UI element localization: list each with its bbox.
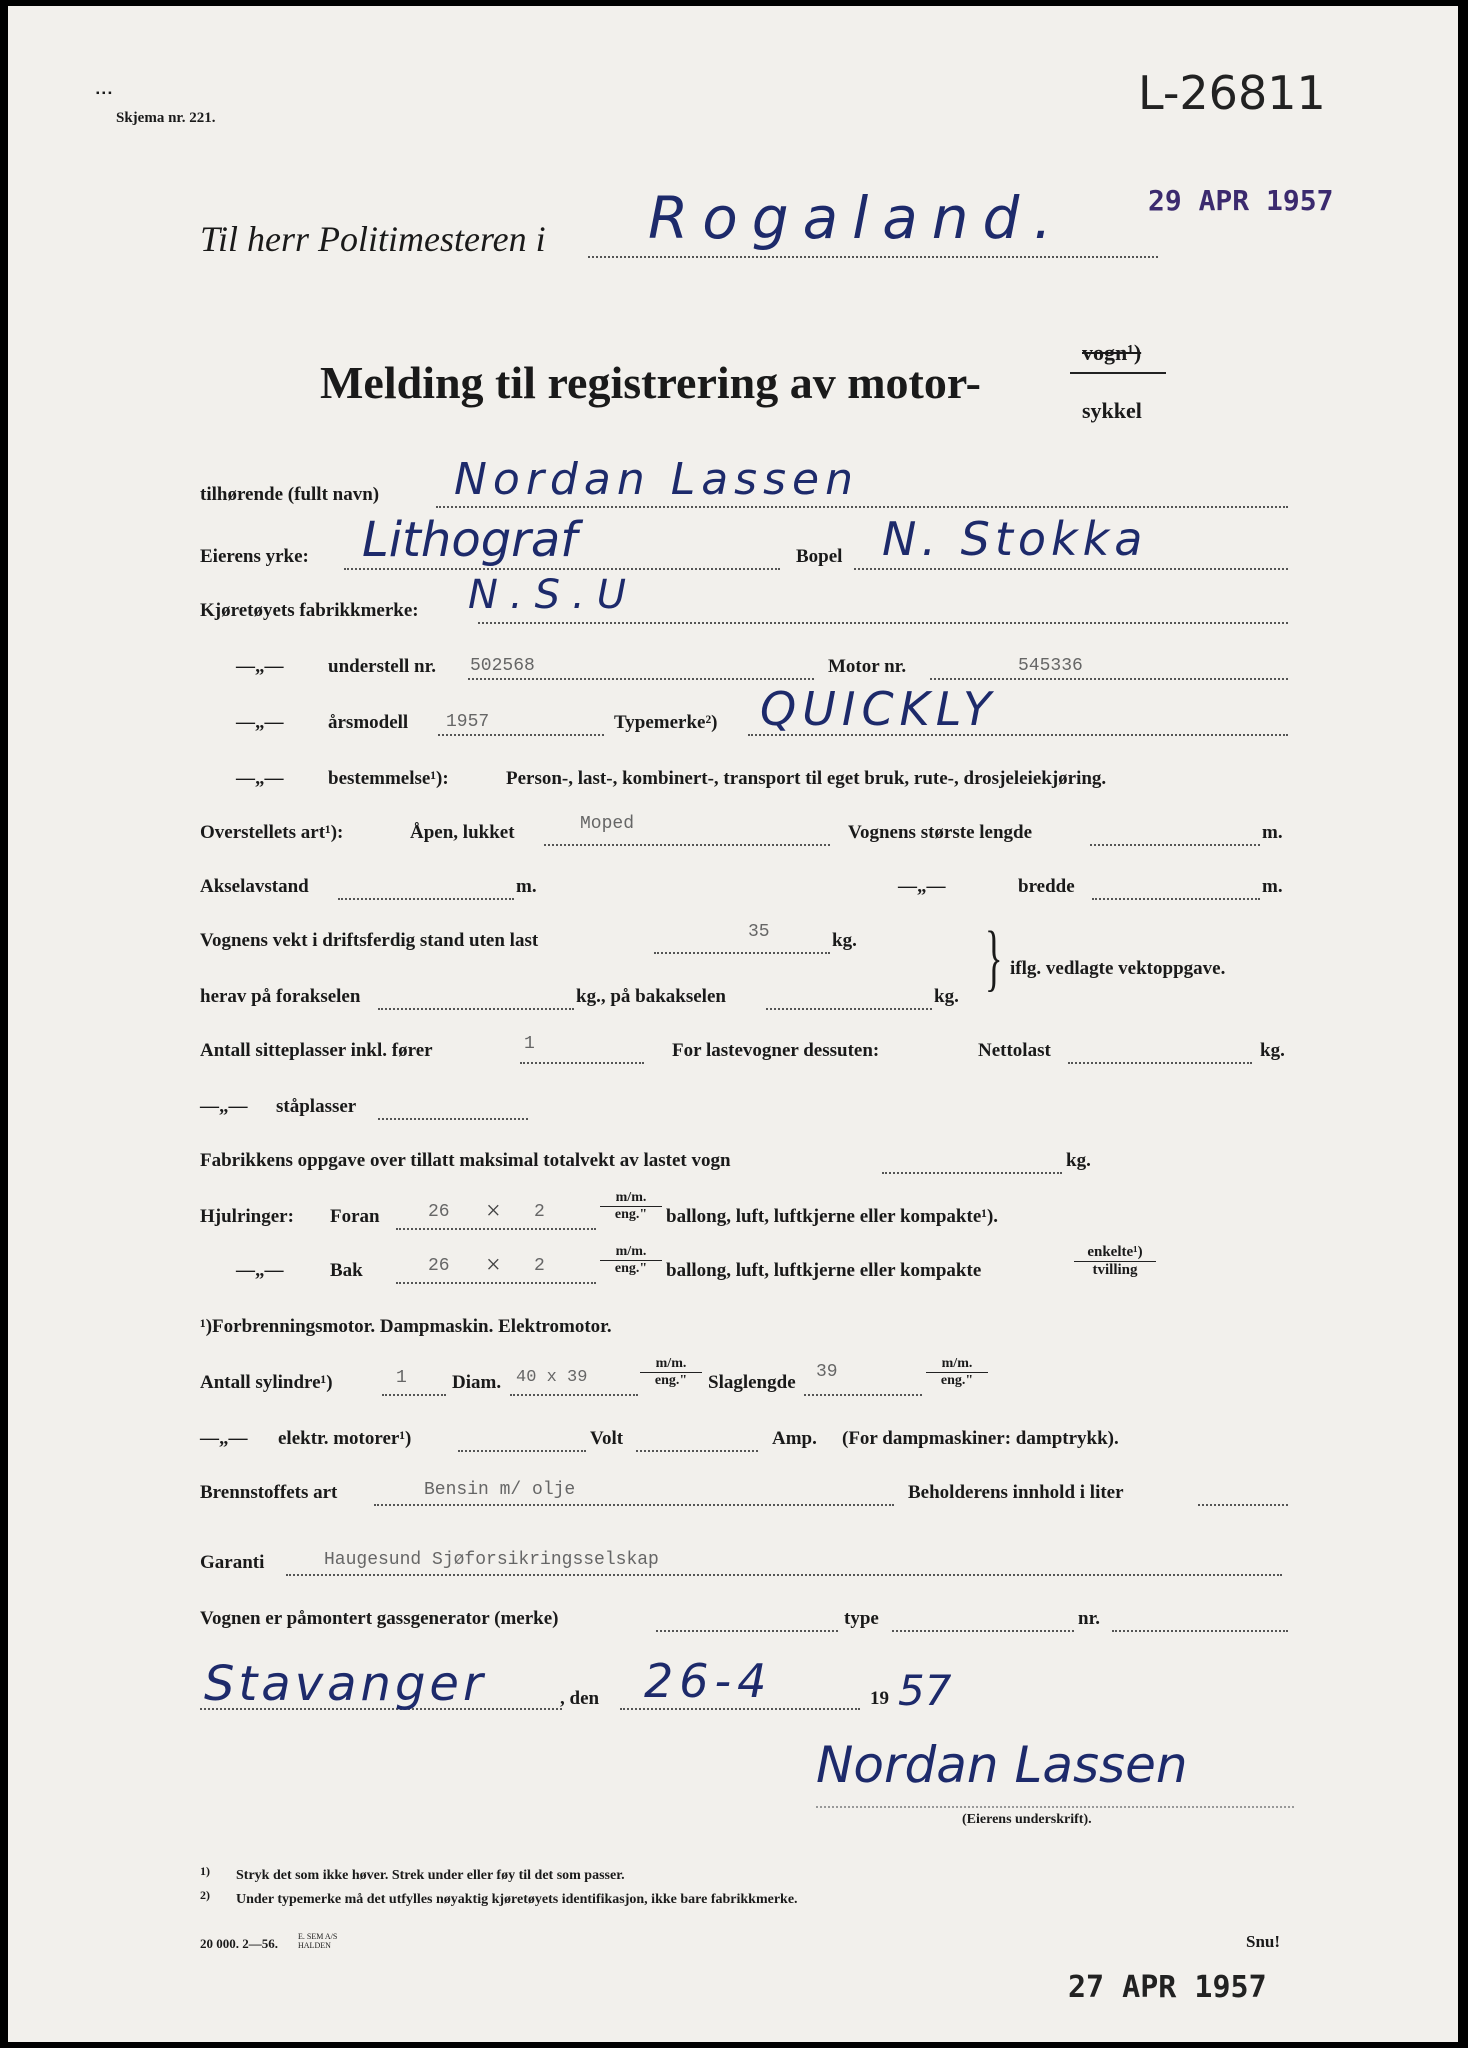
owner-label: tilhørende (fullt navn) <box>200 484 380 505</box>
ditto-mark: —„— <box>236 656 284 677</box>
electric-label: elektr. motorer¹) <box>278 1428 412 1449</box>
wheels-rear-label: Bak <box>330 1260 363 1281</box>
diameter-label: Diam. <box>452 1372 502 1393</box>
gas-type-label: type <box>844 1608 879 1629</box>
gas-generator-label: Vognen er påmontert gassgenerator (merke) <box>200 1608 559 1629</box>
wheels-front-diameter[interactable]: 26 <box>428 1202 450 1222</box>
owner-line <box>436 506 1288 508</box>
tank-line <box>1198 1504 1288 1506</box>
model-year-value[interactable]: 1957 <box>446 712 490 732</box>
motor-line <box>930 678 1288 680</box>
wheels-rear-unit <box>600 1244 662 1277</box>
wheels-front-x: × <box>486 1196 501 1225</box>
date-line <box>620 1708 860 1710</box>
net-load-line <box>1068 1062 1252 1064</box>
footnote-1: Stryk det som ikke høver. Strek under eller føy til det som passer. <box>236 1868 625 1883</box>
received-stamp-top: 29 APR 1957 <box>1148 184 1334 217</box>
weight-value[interactable]: 35 <box>748 922 770 942</box>
seats-value[interactable]: 1 <box>524 1034 535 1054</box>
wheelbase-label: Akselavstand <box>200 876 309 897</box>
wheels-rear-width[interactable]: 2 <box>534 1256 545 1276</box>
fuel-line <box>374 1504 894 1506</box>
ditto-mark: —„— <box>200 1428 248 1449</box>
purpose-options: Person-, last-, kombinert-, transport til eget bruk, rute-, drosjeleiekjøring. <box>506 768 1107 789</box>
gas-type-line <box>892 1630 1074 1632</box>
guarantee-label: Garanti <box>200 1552 265 1573</box>
footnote-1-mark: 1) <box>200 1864 210 1878</box>
motor-label: Motor nr. <box>828 656 907 677</box>
gas-generator-line <box>656 1630 838 1632</box>
cylinders-label: Antall sylindre¹) <box>200 1372 333 1393</box>
wheels-rear-types: ballong, luft, luftkjerne eller kompakte <box>666 1260 982 1281</box>
unit-eng: eng." <box>614 1207 648 1222</box>
addressee-label: Til herr Politimesteren i <box>200 219 546 259</box>
rear-axle-line <box>766 1008 932 1010</box>
weight-line <box>654 952 830 954</box>
wheels-rear-x: × <box>486 1250 501 1279</box>
unit-eng: eng." <box>940 1373 974 1388</box>
net-load-label: Nettolast <box>978 1040 1051 1061</box>
axle-label: herav på forakselen <box>200 986 361 1007</box>
gas-nr-line <box>1112 1630 1288 1632</box>
title-fraction-line <box>1070 372 1166 374</box>
year-prefix: 19 <box>870 1688 889 1709</box>
seats-label: Antall sitteplasser inkl. fører <box>200 1040 433 1061</box>
max-weight-unit: kg. <box>1066 1150 1091 1171</box>
occupation-line <box>344 568 780 570</box>
gas-nr-label: nr. <box>1078 1608 1101 1629</box>
addressee-value: Rogaland. <box>648 184 1066 252</box>
owner-value[interactable]: Nordan Lassen <box>454 454 859 505</box>
front-axle-line <box>378 1008 574 1010</box>
stroke-label: Slaglengde <box>708 1372 796 1393</box>
width-label: bredde <box>1018 876 1075 897</box>
body-label: Overstellets art¹): <box>200 822 344 843</box>
engine-type-options: ¹)Forbrenningsmotor. Dampmaskin. Elektromotor. <box>200 1316 612 1337</box>
wheels-label: Hjulringer: <box>200 1206 294 1227</box>
residence-label: Bopel <box>796 546 843 567</box>
guarantee-line <box>286 1574 1282 1576</box>
ditto-mark: —„— <box>200 1096 248 1117</box>
width-line <box>1092 898 1260 900</box>
chassis-value[interactable]: 502568 <box>470 656 535 676</box>
wheels-front-types: ballong, luft, luftkjerne eller kompakte¹). <box>666 1206 999 1227</box>
footnote-2-mark: 2) <box>200 1888 210 1902</box>
rear-axle-unit: kg. <box>934 986 959 1007</box>
front-axle-unit: kg., på bakakselen <box>576 986 726 1007</box>
seats-line <box>520 1062 644 1064</box>
archive-number: L-26811 <box>1138 66 1326 120</box>
net-load-unit: kg. <box>1260 1040 1285 1061</box>
width-unit: m. <box>1262 876 1283 897</box>
diameter-unit <box>640 1356 702 1389</box>
stroke-line <box>804 1394 922 1396</box>
type-mark-label: Typemerke²) <box>614 712 718 733</box>
wheels-front-width[interactable]: 2 <box>534 1202 545 1222</box>
place-value[interactable]: Stavanger <box>204 1656 487 1712</box>
date-label: , den <box>560 1688 600 1709</box>
weight-brace: } <box>984 917 1003 999</box>
residence-value[interactable]: N. Stokka <box>882 512 1148 566</box>
volt-line <box>636 1450 758 1452</box>
unit-mm: m/m. <box>600 1190 662 1207</box>
electric-line <box>458 1450 586 1452</box>
wheels-front-label: Foran <box>330 1206 380 1227</box>
signature-line <box>816 1806 1294 1808</box>
unit-mm: m/m. <box>926 1356 988 1373</box>
unit-eng: eng." <box>654 1373 688 1388</box>
volt-label: Volt <box>590 1428 624 1449</box>
residence-line <box>854 568 1288 570</box>
chassis-label: understell nr. <box>328 656 437 677</box>
tank-label: Beholderens innhold i liter <box>908 1482 1124 1503</box>
model-year-line <box>438 734 604 736</box>
body-value[interactable]: Moped <box>580 814 635 834</box>
standing-line <box>378 1118 528 1120</box>
amp-label: Amp. <box>772 1428 817 1449</box>
motor-value[interactable]: 545336 <box>1018 656 1083 676</box>
corner-mark: ▪ ▪ ▪ <box>96 88 112 99</box>
wheels-rear-diameter[interactable]: 26 <box>428 1256 450 1276</box>
wheels-front-unit <box>600 1190 662 1223</box>
max-weight-label: Fabrikkens oppgave over tillatt maksimal totalvekt av lastet vogn <box>200 1150 731 1171</box>
stroke-value[interactable]: 39 <box>816 1362 838 1382</box>
title-option-sykkel: sykkel <box>1082 398 1142 423</box>
fuel-value[interactable]: Bensin m/ olje <box>424 1480 576 1500</box>
standing-label: ståplasser <box>276 1096 357 1117</box>
make-label: Kjøretøyets fabrikkmerke: <box>200 600 419 621</box>
ditto-mark: —„— <box>236 712 284 733</box>
wheelbase-line <box>338 898 514 900</box>
type-mark-value[interactable]: QUICKLY <box>760 682 998 736</box>
length-label: Vognens største lengde <box>848 822 1033 843</box>
ditto-mark: —„— <box>236 768 284 789</box>
form-number: Skjema nr. 221. <box>116 110 216 126</box>
date-value[interactable]: 26-4 <box>644 1654 773 1708</box>
footnote-2: Under typemerke må det utfylles nøyaktig kjøretøyets identifikasjon, ikke bare fabrikkmerke. <box>236 1892 798 1907</box>
stroke-unit <box>926 1356 988 1389</box>
make-line <box>478 622 1288 624</box>
fuel-label: Brennstoffets art <box>200 1482 338 1503</box>
unit-eng: eng." <box>614 1261 648 1276</box>
weight-unit: kg. <box>832 930 857 951</box>
chassis-line <box>468 678 814 680</box>
weight-label: Vognens vekt i driftsferdig stand uten last <box>200 930 539 951</box>
unit-mm: m/m. <box>600 1244 662 1261</box>
diameter-value[interactable]: 40 x 39 <box>516 1368 588 1387</box>
cylinders-value[interactable]: 1 <box>396 1368 407 1388</box>
steam-pressure-label: (For dampmaskiner: damptrykk). <box>842 1428 1119 1449</box>
twin-option: tvilling <box>1092 1262 1138 1278</box>
max-weight-line <box>882 1172 1062 1174</box>
wheels-rear-config <box>1074 1244 1156 1279</box>
title-option-vogn: vogn¹) <box>1082 340 1142 365</box>
ditto-mark: —„— <box>236 1260 284 1281</box>
printer-info: E. SEM A/S HALDEN <box>298 1932 338 1950</box>
occupation-label: Eierens yrke: <box>200 546 309 567</box>
print-info: 20 000. 2—56. <box>200 1936 278 1951</box>
diameter-line <box>510 1394 638 1396</box>
purpose-label: bestemmelse¹): <box>328 768 449 789</box>
cylinders-line <box>382 1394 446 1396</box>
make-value[interactable]: N.S.U <box>468 572 639 618</box>
wheels-front-line <box>396 1228 596 1230</box>
cargo-label: For lastevogner dessuten: <box>672 1040 880 1061</box>
length-line <box>1090 844 1260 846</box>
body-line <box>544 844 830 846</box>
received-stamp-bottom: 27 APR 1957 <box>1068 1970 1267 2005</box>
year-suffix[interactable]: 57 <box>898 1666 952 1715</box>
occupation-value[interactable]: Lithograf <box>362 512 578 568</box>
length-unit: m. <box>1262 822 1283 843</box>
weight-note: iflg. vedlagte vektoppgave. <box>1010 958 1226 979</box>
wheels-rear-line <box>396 1282 596 1284</box>
model-year-label: årsmodell <box>328 712 409 733</box>
unit-mm: m/m. <box>640 1356 702 1373</box>
wheelbase-unit: m. <box>516 876 537 897</box>
addressee-line <box>588 256 1158 258</box>
ditto-mark: —„— <box>898 876 946 897</box>
form-title: Melding til registrering av motor- <box>320 357 981 408</box>
turn-over-note: Snu! <box>1246 1932 1281 1951</box>
owner-signature: Nordan Lassen <box>816 1736 1188 1794</box>
form-page <box>8 6 1458 2042</box>
single-option: enkelte¹) <box>1074 1244 1156 1262</box>
signature-caption: (Eierens underskrift). <box>962 1812 1092 1827</box>
body-options: Åpen, lukket <box>410 822 515 843</box>
guarantee-value[interactable]: Haugesund Sjøforsikringsselskap <box>324 1550 659 1570</box>
